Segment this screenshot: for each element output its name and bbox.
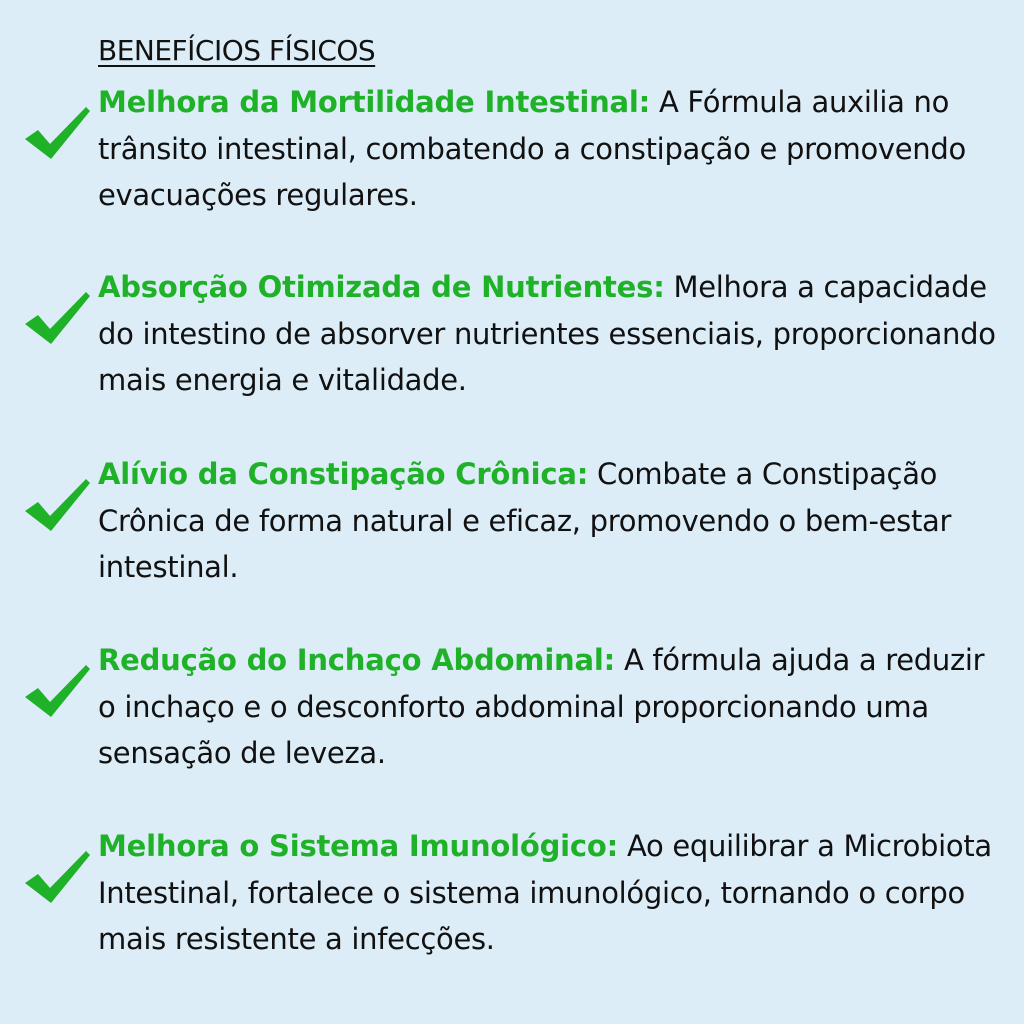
benefit-title: Absorção Otimizada de Nutrientes: <box>98 270 665 304</box>
benefit-description: Combate a Constipação Crônica de forma natural e eficaz, promovendo o bem-estar intestinal. <box>98 457 952 584</box>
checkmark-icon <box>22 661 92 721</box>
benefit-title: Alívio da Constipação Crônica: <box>98 457 589 491</box>
benefit-text <box>98 264 1010 404</box>
checkmark-icon <box>22 288 92 348</box>
benefit-title: Melhora da Mortilidade Intestinal: <box>98 85 651 119</box>
benefit-text <box>98 79 1010 219</box>
checkmark-icon <box>22 103 92 163</box>
page-title: BENEFÍCIOS FÍSICOS <box>98 34 376 67</box>
benefit-description: Ao equilibrar a Microbiota Intestinal, fortalece o sistema imunológico, tornando o corpo mais resistente a infecções. <box>98 829 992 956</box>
checkmark-icon <box>22 475 92 535</box>
benefit-description: A fórmula ajuda a reduzir o inchaço e o desconforto abdominal proporcionando uma sensação de leveza. <box>98 643 985 770</box>
benefit-description: Melhora a capacidade do intestino de absorver nutrientes essenciais, proporcionando mais energia e vitalidade. <box>98 270 996 397</box>
benefit-text <box>98 823 1010 963</box>
benefit-description: A Fórmula auxilia no trânsito intestinal, combatendo a constipação e promovendo evacuações regulares. <box>98 85 966 212</box>
benefit-title: Melhora o Sistema Imunológico: <box>98 829 619 863</box>
checkmark-icon <box>22 847 92 907</box>
benefit-text <box>98 451 1010 591</box>
benefit-title: Redução do Inchaço Abdominal: <box>98 643 616 677</box>
benefit-text <box>98 637 1010 777</box>
